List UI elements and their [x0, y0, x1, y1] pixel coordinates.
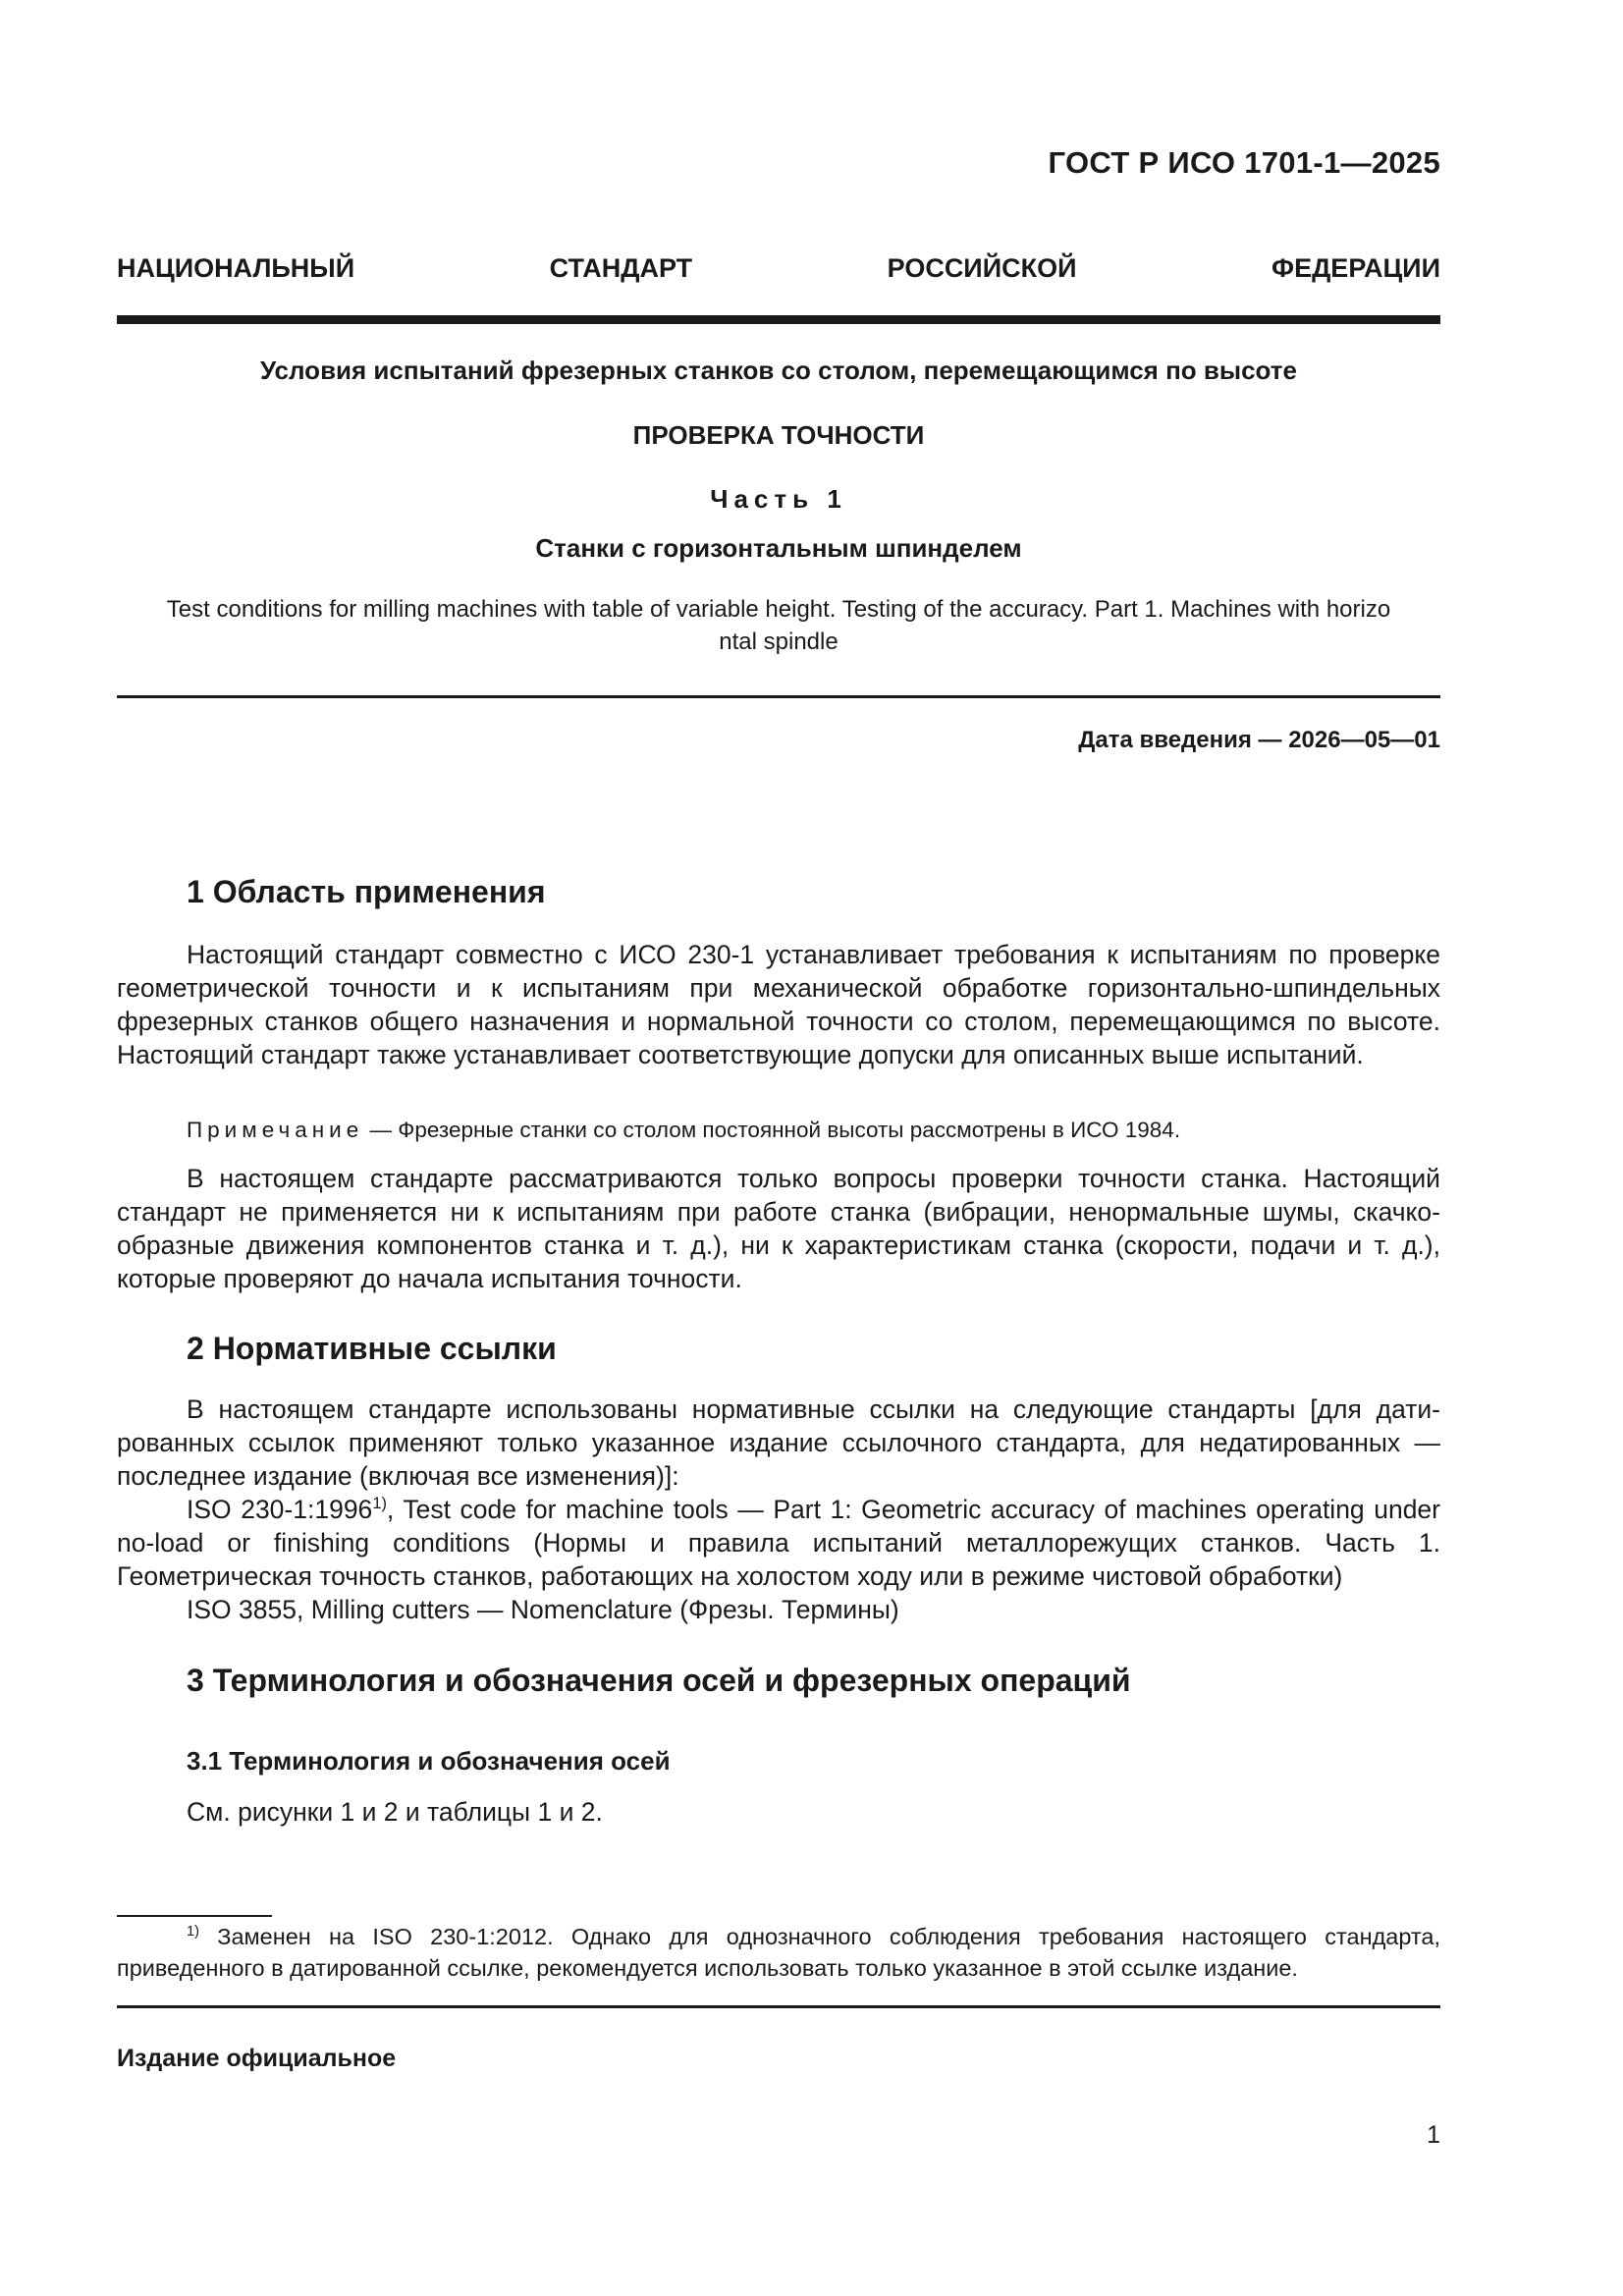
section-1-paragraph-2: В настоящем стандарте рассматриваются только вопросы проверки точности станка. Настоящий стандарт не применяется ни к испытаниям при работе станка (вибрации, ненормальные шумы, скачкообразные движения компонентов станка и т. д.), ни к характеристикам станка (скорости, подачи и т. д.), которые проверяют до начала испытания точности.	[117, 1164, 1440, 1293]
footnote-separator	[117, 1915, 272, 1917]
reference-iso-3855: ISO 3855, Milling cutters — Nomenclature (Фрезы. Термины)	[187, 1595, 899, 1624]
part-label: Часть 1	[710, 484, 847, 514]
document-title-secondary: ПРОВЕРКА ТОЧНОСТИ	[632, 420, 925, 450]
footnote	[117, 1921, 1440, 1984]
title-divider	[117, 695, 1440, 698]
english-title-line-1: Test conditions for milling machines with table of variable height. Testing of the accuracy. Part 1. Machines with horizo	[166, 596, 1391, 623]
subsection-3-1-text: См. рисунки 1 и 2 и таблицы 1 и 2.	[187, 1797, 603, 1827]
footnote-marker: 1)	[187, 1924, 199, 1941]
header-divider	[117, 315, 1440, 324]
section-1-paragraph-1: Настоящий стандарт совместно с ИСО 230-1 устанавливает требования к испытаниям по проверке геометрической точности и к испытаниям при механической обработке горизонтально-шпиндельных фрезерных станков общего назначения и нормальной точности со столом, перемещающимся по высоте. Настоящий стандарт также устанавливает соответствующие допуски для описанных выше испытаний.	[117, 940, 1440, 1069]
introduction-date: Дата введения — 2026—05—01	[1078, 727, 1440, 753]
reference-iso-230-1	[117, 1493, 1440, 1593]
note-label: Примечание	[187, 1118, 364, 1142]
note-text: — Фрезерные станки со столом постоянной высоты рассмотрены в ИСО 1984.	[363, 1118, 1181, 1142]
section-3-heading: 3 Терминология и обозначения осей и фрезерных операций	[187, 1663, 1131, 1698]
footnote-reference[interactable]: 1)	[372, 1495, 387, 1513]
footer-divider	[117, 2005, 1440, 2008]
section-1-note	[187, 1116, 1440, 1145]
document-subtitle: Станки с горизонтальным шпинделем	[535, 533, 1022, 563]
reference-text: , Test code for machine tools — Part 1: Geometric accuracy of machines operating under no-load or finishing conditions (Нормы и правила испытаний металлорежущих станков. Часть 1. Геометрическая точность станков, работающих на холостом ходу или в режиме чистовой обработки)	[117, 1495, 1440, 1591]
section-2-paragraph-1: В настоящем стандарте использованы нормативные ссылки на следующие стандарты [для датированных ссылок применяют только указанное издание ссылочного стандарта, для недатированных — последнее издание (включая все изменения)]:	[117, 1394, 1440, 1491]
english-title	[117, 593, 1440, 658]
document-code: ГОСТ Р ИСО 1701-1—2025	[1048, 145, 1440, 180]
section-2-heading: 2 Нормативные ссылки	[187, 1331, 557, 1366]
english-title-line-2: ntal spindle	[719, 629, 839, 655]
footnote-text: Заменен на ISO 230-1:2012. Однако для однозначного соблюдения требования настоящего стандарта, приведенного в датированной ссылке, рекомендуется использовать только указанное в этой ссылке издание.	[117, 1924, 1440, 1981]
section-1-heading: 1 Область применения	[187, 874, 546, 909]
national-standard-banner: НАЦИОНАЛЬНЫЙ СТАНДАРТ РОССИЙСКОЙ ФЕДЕРАЦИИ	[117, 253, 1440, 283]
page-number: 1	[1427, 2121, 1440, 2149]
subsection-3-1-heading: 3.1 Терминология и обозначения осей	[187, 1746, 671, 1776]
official-edition-label: Издание официальное	[117, 2045, 397, 2072]
reference-code: ISO 230-1:1996	[187, 1495, 373, 1524]
document-title: Условия испытаний фрезерных станков со столом, перемещающимся по высоте	[260, 355, 1297, 385]
